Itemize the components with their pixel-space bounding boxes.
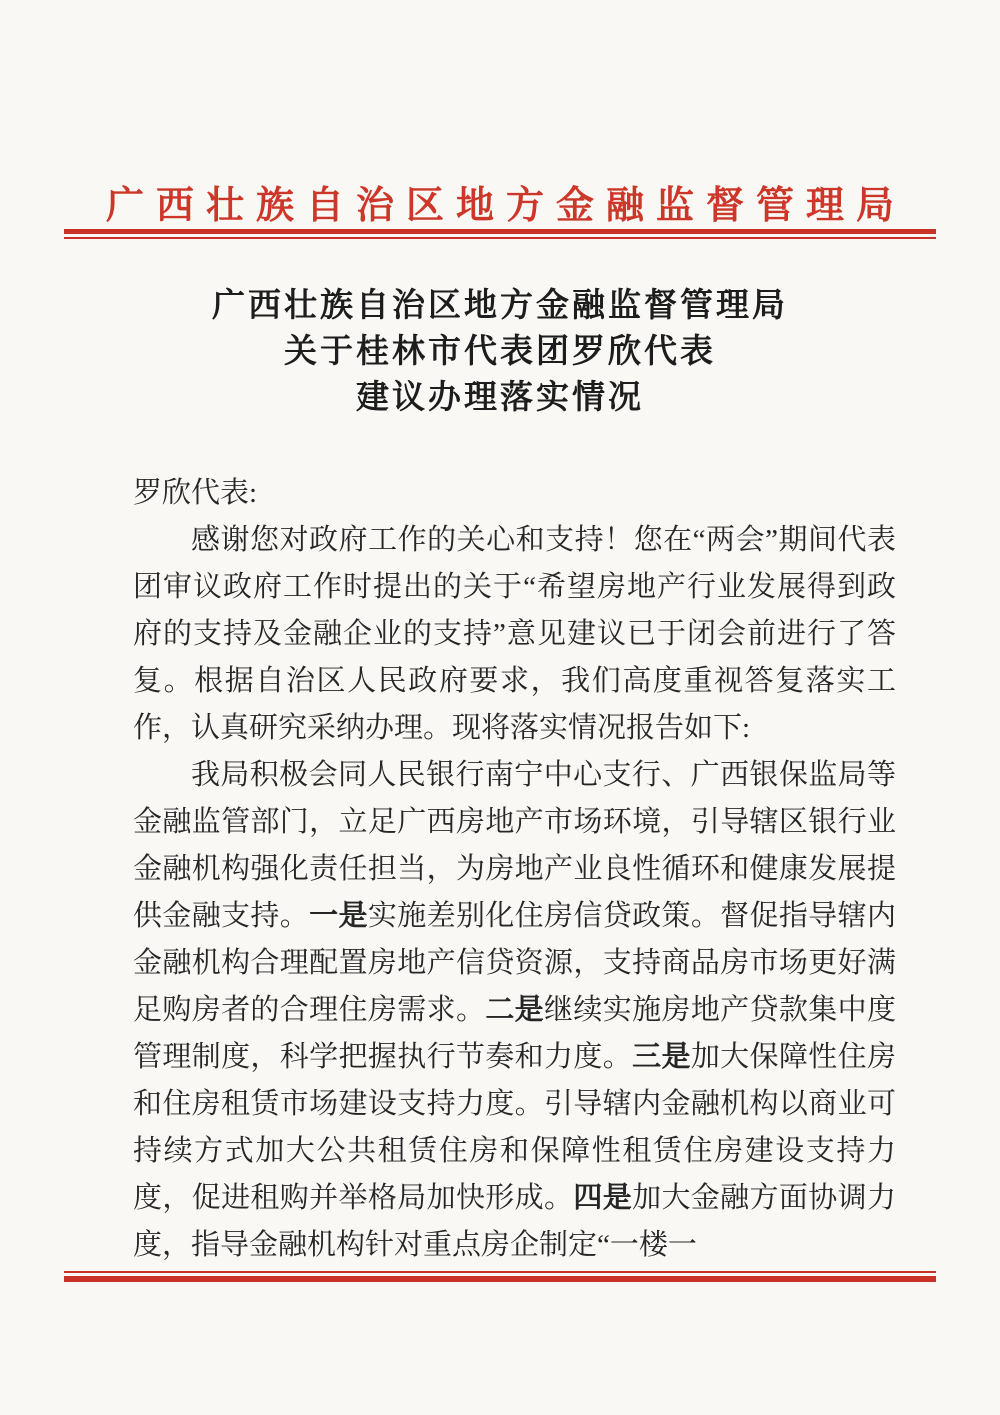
footer-rule-thick bbox=[64, 1276, 936, 1282]
footer-rule bbox=[64, 1271, 936, 1282]
paragraph-2-segment: 加大保障性住房和住房租赁市场建设支持力度。引导辖内金融机构以商业可持续方式加大公共租赁住房和保障性租赁住房建设支持力度，促进租购并举格局加快形成。 bbox=[133, 1041, 896, 1214]
document-body bbox=[133, 470, 896, 1269]
paragraph-2-segment: 我局积极会同人民银行南宁中心支行、广西银保监局等金融监管部门，立足广西房地产市场环境，引导辖区银行业金融机构强化责任担当，为房地产业良性循环和健康发展提供金融支持。 bbox=[133, 759, 896, 932]
paragraph-2-marker-2: 二是 bbox=[485, 994, 545, 1026]
paragraph-2-marker-4: 四是 bbox=[573, 1182, 633, 1214]
paragraph-2-segment: 继续实施房地产贷款集中度管理制度，科学把握执行节奏和力度。 bbox=[133, 994, 896, 1073]
document-title-line2: 关于桂林市代表团罗欣代表 bbox=[284, 334, 716, 370]
paragraph-1: 感谢您对政府工作的关心和支持！您在“两会”期间代表团审议政府工作时提出的关于“希望房地产行业发展得到政府的支持及金融企业的支持”意见建议已于闭会前进行了答复。根据自治区人民政府要求，我们高度重视答复落实工作，认真研究采纳办理。现将落实情况报告如下: bbox=[133, 524, 896, 744]
letterhead-rule bbox=[64, 229, 936, 239]
letterhead-rule-thin bbox=[64, 237, 936, 239]
paragraph-2-segment: 加大金融方面协调力度，指导金融机构针对重点房企制定“一楼一 bbox=[133, 1182, 896, 1261]
paragraph-2-marker-3: 三是 bbox=[632, 1041, 691, 1073]
letterhead-rule-thick bbox=[64, 229, 936, 234]
document-title-line3: 建议办理落实情况 bbox=[356, 380, 644, 416]
paragraph-2-marker-1: 一是 bbox=[309, 900, 368, 932]
letterhead-org-name: 广西壮族自治区地方金融监督管理局 bbox=[105, 185, 906, 227]
paragraph-2 bbox=[133, 752, 896, 1269]
document-title-line1: 广西壮族自治区地方金融监督管理局 bbox=[212, 288, 788, 324]
salutation: 罗欣代表: bbox=[133, 477, 258, 509]
footer-rule-thin bbox=[64, 1271, 936, 1273]
paragraph-2-segment: 实施差别化住房信贷政策。督促指导辖内金融机构合理配置房地产信贷资源，支持商品房市场更好满足购房者的合理住房需求。 bbox=[133, 900, 896, 1026]
document-title bbox=[0, 283, 1000, 421]
